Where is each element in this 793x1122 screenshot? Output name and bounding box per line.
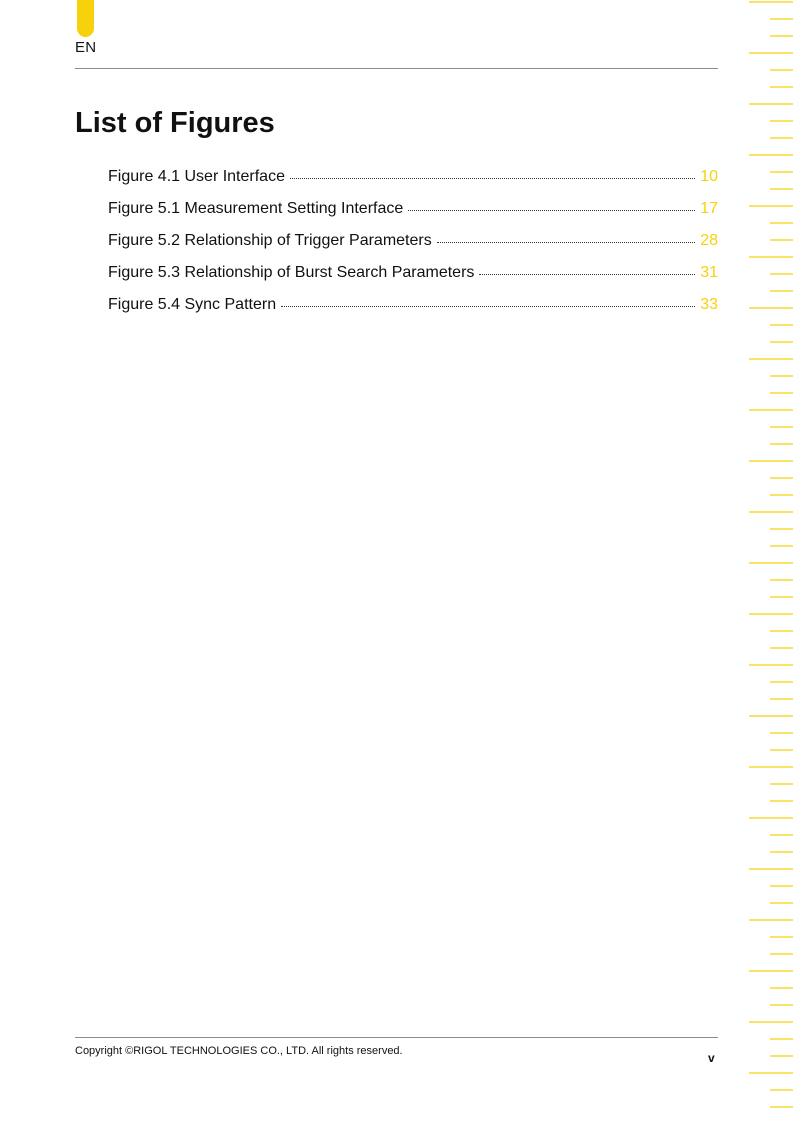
figure-entry-label: Figure 5.2 Relationship of Trigger Parameters xyxy=(108,232,432,249)
figure-entry-page-link[interactable]: 10 xyxy=(700,168,718,185)
dot-leader xyxy=(479,273,695,275)
figure-entry-page-link[interactable]: 31 xyxy=(700,264,718,281)
dot-leader xyxy=(281,305,695,307)
dot-leader xyxy=(437,241,695,243)
decorative-ruler-margin xyxy=(749,0,793,1122)
dot-leader xyxy=(290,177,695,179)
figure-entry-4-1[interactable] xyxy=(108,168,718,200)
header-divider xyxy=(75,68,718,69)
figure-entry-page-link[interactable]: 28 xyxy=(700,232,718,249)
figure-entry-page-link[interactable]: 33 xyxy=(700,296,718,313)
dot-leader xyxy=(408,209,695,211)
figure-entry-page-link[interactable]: 17 xyxy=(700,200,718,217)
list-of-figures xyxy=(108,168,718,328)
figure-entry-label: Figure 5.4 Sync Pattern xyxy=(108,296,277,313)
copyright-notice: Copyright ©RIGOL TECHNOLOGIES CO., LTD. All rights reserved. xyxy=(75,1045,403,1057)
footer-divider xyxy=(75,1037,718,1038)
language-tab-marker xyxy=(77,0,94,37)
language-label: EN xyxy=(75,39,97,56)
figure-entry-5-1[interactable] xyxy=(108,200,718,232)
figure-entry-label: Figure 5.3 Relationship of Burst Search Parameters xyxy=(108,264,475,281)
figure-entry-5-2[interactable] xyxy=(108,232,718,264)
page-number: v xyxy=(708,1051,715,1065)
figure-entry-5-3[interactable] xyxy=(108,264,718,296)
figure-entry-label: Figure 5.1 Measurement Setting Interface xyxy=(108,200,404,217)
page-title: List of Figures xyxy=(75,107,275,139)
figure-entry-label: Figure 4.1 User Interface xyxy=(108,168,285,185)
figure-entry-5-4[interactable] xyxy=(108,296,718,328)
